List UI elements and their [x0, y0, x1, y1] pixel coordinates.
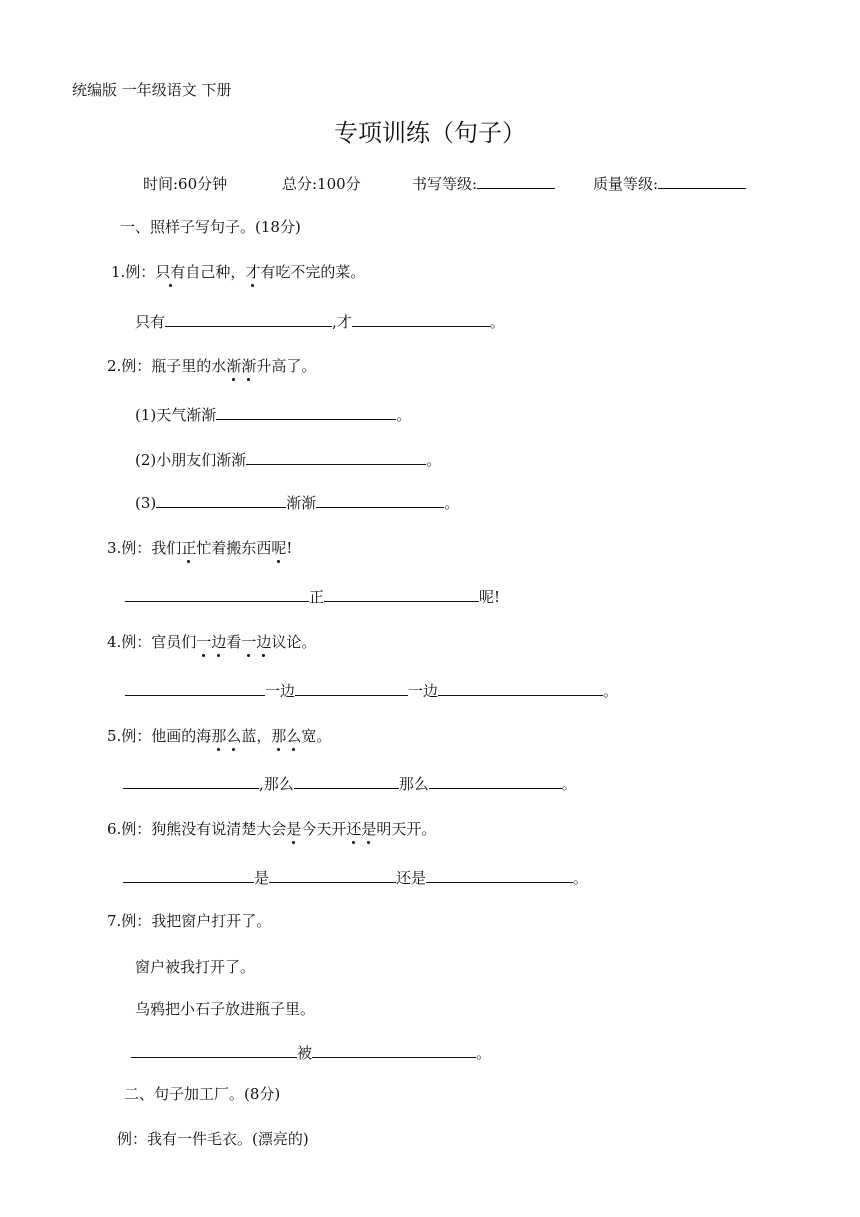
emphasis-word: 正 [181, 539, 197, 557]
emphasis-word: 是 [361, 820, 377, 838]
answer-blank[interactable] [216, 405, 396, 420]
answer-blank[interactable] [352, 312, 490, 327]
emphasis-word: 是 [286, 820, 302, 838]
answer-blank[interactable] [246, 450, 426, 465]
emphasis-word: 边 [211, 633, 227, 651]
quality-grade-field[interactable] [593, 174, 746, 194]
q1-example: 1.例：只有自己种，才有吃不完的菜。 [111, 263, 366, 281]
q1-fill-line: 只有 ,才 。 [135, 313, 505, 331]
q3-fill-line: 正 呢! [125, 587, 500, 607]
q6-fill-line: 是 还是 。 [123, 868, 588, 888]
quality-grade-blank[interactable] [658, 174, 746, 189]
q7-prompt: 乌鸦把小石子放进瓶子里。 [135, 1000, 316, 1018]
q2-sub1: (1)天气渐渐 。 [135, 406, 412, 424]
q4-fill-line: 一边 一边 。 [125, 681, 618, 701]
answer-blank[interactable] [429, 774, 562, 789]
total-score-info: 总分:100分 [282, 175, 361, 193]
answer-blank[interactable] [123, 774, 259, 789]
answer-blank[interactable] [316, 493, 444, 508]
emphasis-word: 么 [286, 727, 302, 745]
answer-blank[interactable] [269, 868, 396, 883]
q7-answer: 窗户被我打开了。 [135, 958, 256, 976]
section2-heading: 二、句子加工厂。(8分) [124, 1085, 281, 1103]
emphasis-word: 渐 [241, 357, 257, 375]
writing-grade-field[interactable] [412, 174, 555, 194]
edition-label: 统编版 一年级语文 下册 [72, 81, 232, 99]
quality-grade-label: 质量等级: [593, 175, 659, 193]
writing-grade-blank[interactable] [477, 174, 555, 189]
answer-blank[interactable] [426, 868, 573, 883]
q2-sub2: (2)小朋友们渐渐 。 [135, 451, 442, 469]
emphasis-word: 呢 [271, 539, 287, 557]
section2-example: 例：我有一件毛衣。(漂亮的) [117, 1130, 309, 1148]
q5-fill-line: ,那么 那么 。 [123, 774, 577, 794]
answer-blank[interactable] [438, 681, 603, 696]
q3-example: 3.例：我们正忙着搬东西呢! [107, 539, 293, 557]
emphasis-word: 那 [211, 727, 227, 745]
emphasis-word: 一 [196, 633, 212, 651]
q7-fill-line: 被 。 [131, 1043, 491, 1063]
answer-blank[interactable] [312, 1043, 476, 1058]
q2-example: 2.例：瓶子里的水渐渐升高了。 [107, 357, 317, 375]
emphasis-word: 边 [256, 633, 272, 651]
q4-example: 4.例：官员们一边看一边议论。 [107, 633, 317, 651]
answer-blank[interactable] [156, 493, 286, 508]
answer-blank[interactable] [324, 587, 479, 602]
answer-blank[interactable] [131, 1043, 297, 1058]
answer-blank[interactable] [125, 587, 309, 602]
q2-sub3: (3) 渐渐 。 [135, 494, 460, 512]
answer-blank[interactable] [125, 681, 265, 696]
q7-example: 7.例：我把窗户打开了。 [107, 912, 272, 930]
emphasis-word: 一 [241, 633, 257, 651]
answer-blank[interactable] [295, 681, 408, 696]
emphasis-word: 那 [271, 727, 287, 745]
answer-blank[interactable] [165, 312, 332, 327]
time-info: 时间:60分钟 [143, 175, 228, 193]
writing-grade-label: 书写等级: [412, 175, 478, 193]
q6-example: 6.例：狗熊没有说清楚大会是今天开还是明天开。 [107, 820, 437, 838]
emphasis-word: 才 [245, 263, 261, 281]
section1-heading: 一、照样子写句子。(18分) [120, 218, 301, 236]
q5-example: 5.例：他画的海那么蓝，那么宽。 [107, 727, 332, 745]
answer-blank[interactable] [294, 774, 399, 789]
emphasis-word: 渐 [226, 357, 242, 375]
emphasis-word: 只有 [155, 263, 186, 281]
emphasis-word: 么 [226, 727, 242, 745]
page-title: 专项训练（句子） [334, 119, 526, 147]
emphasis-word: 还 [346, 820, 362, 838]
answer-blank[interactable] [123, 868, 254, 883]
